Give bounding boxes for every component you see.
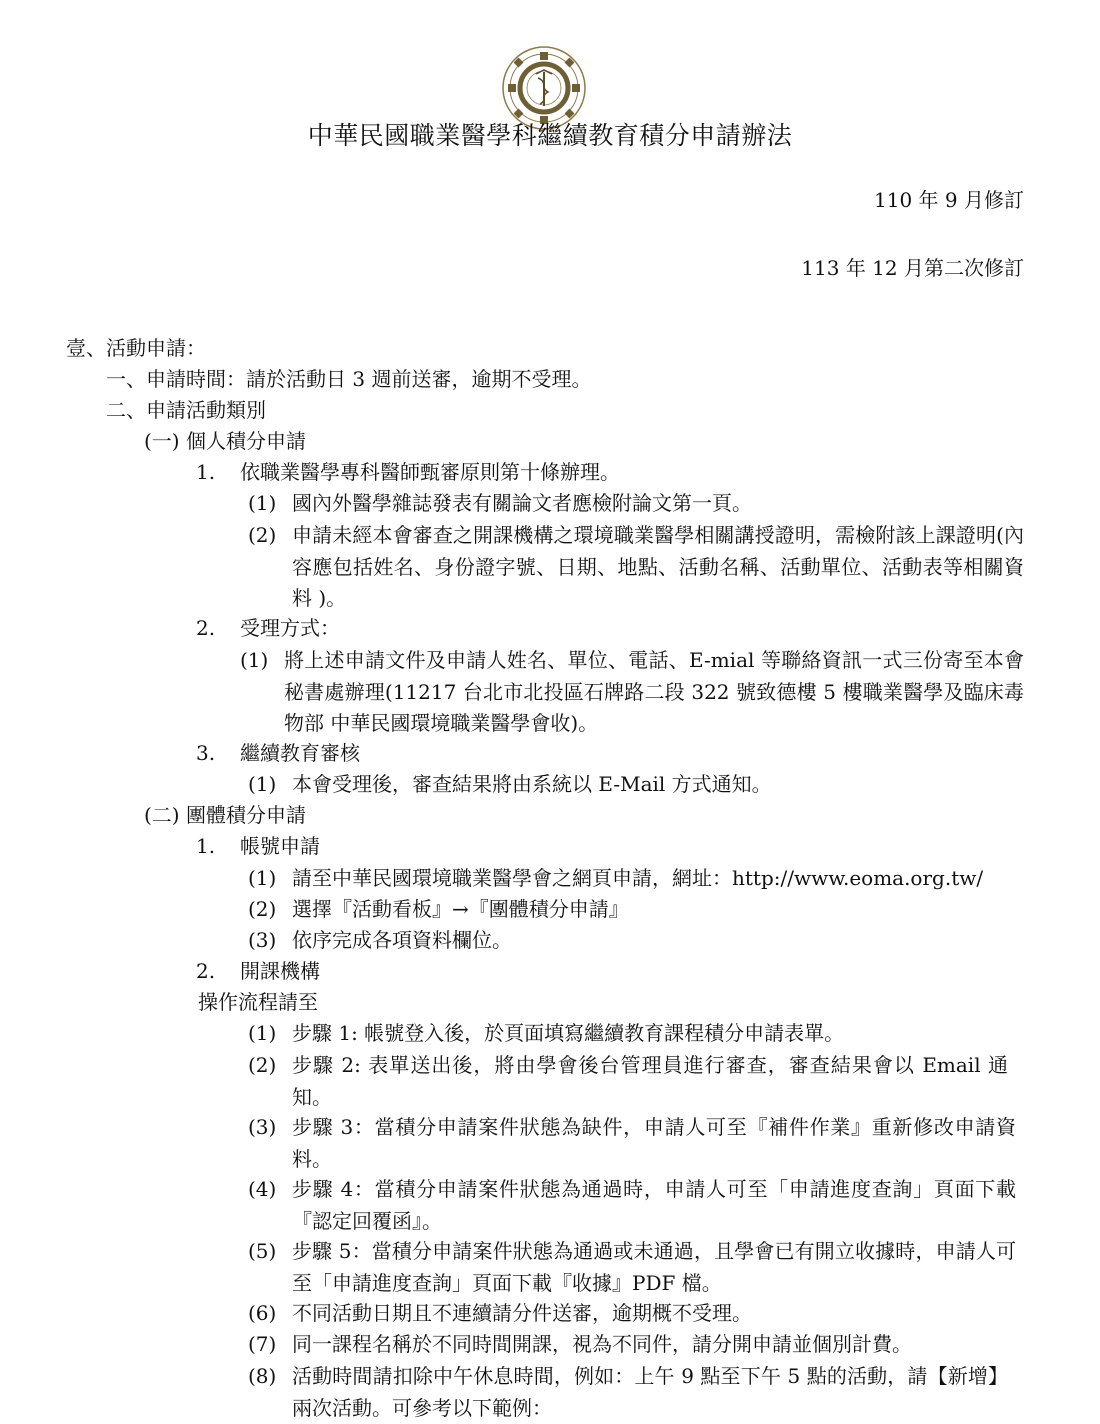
sub-item-text: 請至中華民國環境職業醫學會之網頁申請，網址：http://www.eoma.org.tw/ <box>292 866 984 890</box>
step-number: (4) <box>248 1177 277 1201</box>
step-number: (3) <box>248 1115 277 1139</box>
list-number: 3. <box>196 741 216 765</box>
list-number: 2. <box>196 616 216 640</box>
sub-item-text: 申請未經本會審查之開課機構之環境職業醫學相關講授證明，需檢附該上課證明(內容應包括姓名、身份證字號、日期、地點、活動名稱、活動單位、活動表等相關資料 )。 <box>292 523 1024 610</box>
sub-item-text: 將上述申請文件及申請人姓名、單位、電話、E-mial 等聯絡資訊一式三份寄至本會秘書處辦理(11217 台北市北投區石牌路二段 322 號致德樓 5 樓職業醫學及臨床毒物部 中華民國環境職業醫學會收)。 <box>284 648 1024 735</box>
step-number: (8) <box>248 1364 277 1388</box>
step-text: 步驟 5：當積分申請案件狀態為通過或未通過，且學會已有開立收據時，申請人可至「申請進度查詢」頁面下載『收據』PDF 檔。 <box>292 1239 1016 1295</box>
step-number: (2) <box>248 1053 277 1077</box>
sub-item-text: 選擇『活動看板』→『團體積分申請』 <box>292 897 629 921</box>
item-activity-category: 二、申請活動類別 <box>106 398 266 422</box>
list-item-text: 帳號申請 <box>240 834 320 858</box>
list-number: 1. <box>196 460 216 484</box>
sub-item-number: (3) <box>248 928 277 952</box>
sub-item-text: 本會受理後，審查結果將由系統以 E-Mail 方式通知。 <box>292 772 772 796</box>
list-item-text: 依職業醫學專科醫師甄審原則第十條辦理。 <box>240 460 620 484</box>
group-credit-heading: (二) 團體積分申請 <box>144 803 306 827</box>
list-item-text: 繼續教育審核 <box>240 741 360 765</box>
personal-credit-heading: (一) 個人積分申請 <box>144 429 306 453</box>
step-text: 步驟 4：當積分申請案件狀態為通過時，申請人可至「申請進度查詢」頁面下載『認定回覆函』。 <box>292 1177 1016 1233</box>
step-text: 步驟 1: 帳號登入後，於頁面填寫繼續教育課程積分申請表單。 <box>292 1021 845 1045</box>
step-text: 步驟 2: 表單送出後，將由學會後台管理員進行審查，審查結果會以 Email 通知。 <box>292 1053 1008 1109</box>
sub-item-number: (1) <box>248 772 277 796</box>
list-item-text: 開課機構 <box>240 959 320 983</box>
sub-item-number: (1) <box>248 866 277 890</box>
section-heading: 壹、活動申請： <box>66 336 206 360</box>
list-item-text: 受理方式： <box>240 616 340 640</box>
sub-item-number: (2) <box>248 523 277 547</box>
step-text: 活動時間請扣除中午休息時間，例如：上午 9 點至下午 5 點的活動，請【新增】兩次活動。可參考以下範例： <box>292 1364 1008 1420</box>
sub-item-text: 依序完成各項資料欄位。 <box>292 928 512 952</box>
revision-date-2: 113 年 12 月第二次修訂 <box>801 256 1024 280</box>
item-application-time: 一、申請時間：請於活動日 3 週前送審，逾期不受理。 <box>106 367 592 391</box>
step-number: (7) <box>248 1332 277 1356</box>
sub-item-number: (1) <box>240 648 269 672</box>
step-text: 步驟 3：當積分申請案件狀態為缺件，申請人可至『補件作業』重新修改申請資料。 <box>292 1115 1016 1171</box>
step-number: (5) <box>248 1239 277 1263</box>
step-text: 不同活動日期且不連續請分件送審，逾期概不受理。 <box>292 1301 752 1325</box>
sub-item-number: (1) <box>248 491 277 515</box>
operation-flow-label: 操作流程請至 <box>198 990 318 1014</box>
list-number: 1. <box>196 834 216 858</box>
step-number: (6) <box>248 1301 277 1325</box>
list-number: 2. <box>196 959 216 983</box>
step-number: (1) <box>248 1021 277 1045</box>
step-text: 同一課程名稱於不同時間開課，視為不同件，請分開申請並個別計費。 <box>292 1332 912 1356</box>
revision-date-1: 110 年 9 月修訂 <box>874 188 1024 212</box>
sub-item-text: 國內外醫學雜誌發表有關論文者應檢附論文第一頁。 <box>292 491 752 515</box>
document-title: 中華民國職業醫學科繼續教育積分申請辦法 <box>307 121 793 150</box>
sub-item-number: (2) <box>248 897 277 921</box>
